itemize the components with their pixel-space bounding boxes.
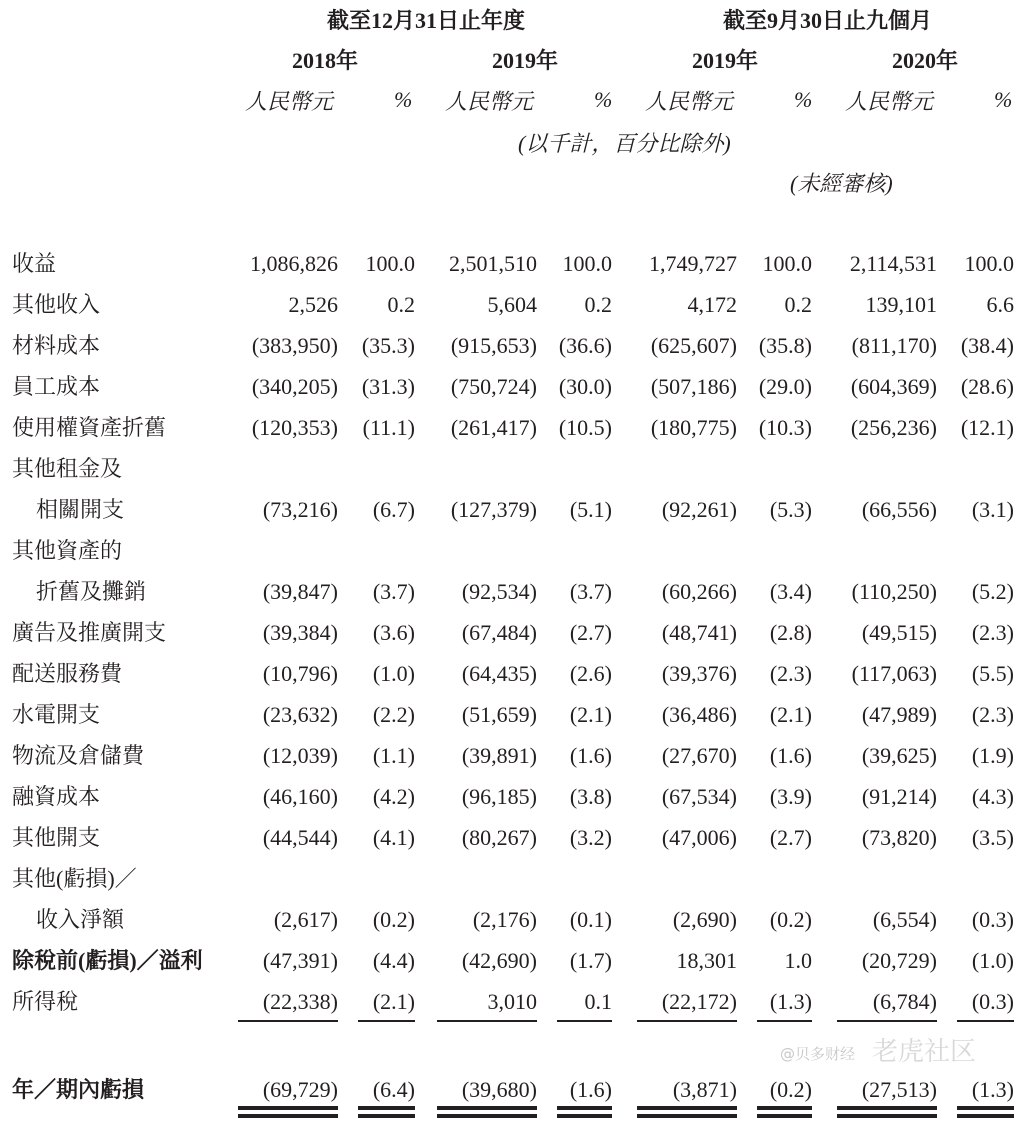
percent-cell: (12.1) <box>960 415 1014 440</box>
amount-cell: (915,653) <box>450 333 537 358</box>
percent-cell: (3.6) <box>372 620 415 645</box>
table-row <box>0 489 1036 530</box>
table-row <box>0 981 1036 1022</box>
percent-cell: (3.2) <box>569 825 612 850</box>
amount-cell: (604,369) <box>850 374 937 399</box>
row-label: 廣告及推廣開支 <box>12 620 167 645</box>
percent-cell: 100.0 <box>964 251 1014 276</box>
percent-cell: (1.3) <box>971 1077 1014 1102</box>
amount-cell: 1,086,826 <box>250 251 338 276</box>
amount-cell: (80,267) <box>461 825 537 850</box>
amount-cell: (39,625) <box>861 743 937 768</box>
table-row <box>0 694 1036 735</box>
total-double-underline <box>238 1106 338 1110</box>
percent-cell: (5.3) <box>769 497 812 522</box>
row-label: 物流及倉儲費 <box>12 743 145 768</box>
percent-cell: (10.5) <box>558 415 612 440</box>
total-double-underline <box>957 1114 1014 1118</box>
amount-cell: (92,261) <box>661 497 737 522</box>
percent-cell: (4.2) <box>372 784 415 809</box>
amount-cell: (39,376) <box>661 661 737 686</box>
group-header-fiscal-year: 截至12月31日止年度 <box>327 8 526 33</box>
table-row <box>0 653 1036 694</box>
row-label: 相關開支 <box>36 497 125 522</box>
table-row <box>0 243 1036 284</box>
row-label: 收益 <box>12 251 57 276</box>
percent-cell: (28.6) <box>960 374 1014 399</box>
percent-cell: (10.3) <box>758 415 812 440</box>
total-double-underline <box>437 1114 537 1118</box>
percent-header: % <box>594 87 613 112</box>
amount-cell: 5,604 <box>487 292 537 317</box>
total-double-underline <box>837 1114 937 1118</box>
subtotal-underline <box>637 1020 737 1022</box>
currency-header: 人民幣元 <box>445 89 534 114</box>
table-row <box>0 366 1036 407</box>
total-double-underline <box>637 1106 737 1110</box>
currency-header: 人民幣元 <box>845 89 934 114</box>
total-double-underline <box>437 1106 537 1110</box>
subtotal-underline <box>957 1020 1014 1022</box>
percent-cell: (4.1) <box>372 825 415 850</box>
amount-cell: (64,435) <box>461 661 537 686</box>
amount-cell: (256,236) <box>850 415 937 440</box>
amount-cell: 2,114,531 <box>849 251 937 276</box>
percent-header: % <box>394 87 413 112</box>
row-label: 配送服務費 <box>12 661 123 686</box>
percent-cell: (1.0) <box>372 661 415 686</box>
amount-cell: (39,891) <box>461 743 537 768</box>
table-row <box>0 448 1036 489</box>
amount-cell: (110,250) <box>851 579 937 604</box>
table-row <box>0 776 1036 817</box>
percent-cell: (2.2) <box>372 702 415 727</box>
percent-cell: (1.6) <box>769 743 812 768</box>
percent-cell: 1.0 <box>784 948 812 973</box>
amount-cell: (44,544) <box>262 825 338 850</box>
percent-cell: (29.0) <box>758 374 812 399</box>
percent-cell: (31.3) <box>361 374 415 399</box>
percent-cell: (2.1) <box>372 989 415 1014</box>
amount-cell: (23,632) <box>262 702 338 727</box>
percent-cell: (2.7) <box>769 825 812 850</box>
group-header-nine-months: 截至9月30日止九個月 <box>723 8 933 33</box>
subtotal-underline <box>238 1020 338 1022</box>
amount-cell: (96,185) <box>461 784 537 809</box>
amount-cell: (20,729) <box>861 948 937 973</box>
row-label: 材料成本 <box>12 333 101 358</box>
amount-cell: (120,353) <box>251 415 338 440</box>
percent-cell: (3.7) <box>569 579 612 604</box>
table-row <box>0 735 1036 776</box>
percent-cell: (5.1) <box>569 497 612 522</box>
row-label: 年／期內虧損 <box>12 1077 145 1102</box>
amount-cell: (42,690) <box>461 948 537 973</box>
amount-cell: (27,513) <box>861 1077 937 1102</box>
row-label: 水電開支 <box>12 702 101 727</box>
percent-cell: (5.2) <box>971 579 1014 604</box>
amount-cell: (48,741) <box>661 620 737 645</box>
amount-cell: (36,486) <box>661 702 737 727</box>
currency-header: 人民幣元 <box>645 89 734 114</box>
amount-cell: 4,172 <box>687 292 737 317</box>
percent-cell: (35.3) <box>361 333 415 358</box>
amount-cell: (27,670) <box>661 743 737 768</box>
amount-cell: (47,391) <box>262 948 338 973</box>
amount-cell: (6,554) <box>872 907 937 932</box>
percent-cell: (2.3) <box>971 620 1014 645</box>
amount-cell: (47,989) <box>861 702 937 727</box>
amount-cell: (383,950) <box>251 333 338 358</box>
total-row <box>0 1069 1036 1110</box>
amount-cell: (22,172) <box>661 989 737 1014</box>
percent-cell: (2.8) <box>769 620 812 645</box>
percent-cell: (1.6) <box>569 1077 612 1102</box>
percent-header: % <box>994 87 1013 112</box>
table-row <box>0 817 1036 858</box>
amount-cell: (69,729) <box>262 1077 338 1102</box>
amount-cell: (340,205) <box>251 374 338 399</box>
watermark-brand: 老虎社区 <box>872 1037 977 1067</box>
percent-cell: (2.3) <box>769 661 812 686</box>
row-label: 其他租金及 <box>12 456 123 481</box>
percent-cell: (36.6) <box>558 333 612 358</box>
total-double-underline <box>637 1114 737 1118</box>
total-double-underline <box>957 1106 1014 1110</box>
total-double-underline <box>557 1106 612 1110</box>
amount-cell: (750,724) <box>450 374 537 399</box>
year-header: 2018年 <box>292 48 359 73</box>
percent-cell: (4.3) <box>971 784 1014 809</box>
row-label: 折舊及攤銷 <box>36 579 147 604</box>
total-double-underline <box>757 1114 812 1118</box>
percent-cell: 0.2 <box>584 292 612 317</box>
total-double-underline <box>238 1114 338 1118</box>
year-header: 2019年 <box>492 48 559 73</box>
percent-cell: 0.2 <box>387 292 415 317</box>
percent-cell: (2.1) <box>569 702 612 727</box>
percent-cell: (3.7) <box>372 579 415 604</box>
table-row <box>0 899 1036 940</box>
percent-cell: (35.8) <box>758 333 812 358</box>
percent-cell: (0.2) <box>769 907 812 932</box>
subtotal-underline <box>757 1020 812 1022</box>
percent-cell: 0.1 <box>584 989 612 1014</box>
amount-cell: (10,796) <box>262 661 338 686</box>
percent-cell: 0.2 <box>784 292 812 317</box>
subtotal-underline <box>837 1020 937 1022</box>
amount-cell: (47,006) <box>661 825 737 850</box>
amount-cell: (92,534) <box>461 579 537 604</box>
amount-cell: (117,063) <box>851 661 937 686</box>
percent-cell: (1.6) <box>569 743 612 768</box>
percent-cell: 100.0 <box>562 251 612 276</box>
amount-cell: (625,607) <box>650 333 737 358</box>
row-label: 員工成本 <box>12 374 101 399</box>
table-row <box>0 940 1036 981</box>
amount-cell: (127,379) <box>450 497 537 522</box>
amount-cell: (2,176) <box>472 907 537 932</box>
percent-cell: (0.3) <box>971 989 1014 1014</box>
percent-cell: (1.0) <box>971 948 1014 973</box>
row-label: 其他開支 <box>12 825 101 850</box>
total-double-underline <box>557 1114 612 1118</box>
row-label: 使用權資產折舊 <box>12 415 167 440</box>
percent-cell: (38.4) <box>960 333 1014 358</box>
amount-cell: (73,216) <box>262 497 338 522</box>
row-label: 融資成本 <box>12 784 101 809</box>
percent-cell: (1.1) <box>372 743 415 768</box>
unit-note: (以千計，百分比除外) <box>518 131 731 156</box>
amount-cell: (67,534) <box>661 784 737 809</box>
total-double-underline <box>837 1106 937 1110</box>
amount-cell: 18,301 <box>676 948 737 973</box>
table-row <box>0 858 1036 899</box>
row-label: 所得稅 <box>12 989 79 1014</box>
amount-cell: (39,384) <box>262 620 338 645</box>
watermark-handle: @贝多财经 <box>780 1045 856 1063</box>
amount-cell: (2,690) <box>672 907 737 932</box>
amount-cell: (180,775) <box>650 415 737 440</box>
table-row <box>0 407 1036 448</box>
percent-cell: (1.9) <box>971 743 1014 768</box>
row-label: 其他資產的 <box>12 538 123 563</box>
percent-cell: (0.2) <box>769 1077 812 1102</box>
amount-cell: (46,160) <box>262 784 338 809</box>
amount-cell: 139,101 <box>865 292 937 317</box>
amount-cell: (12,039) <box>262 743 338 768</box>
percent-cell: (5.5) <box>971 661 1014 686</box>
amount-cell: 2,501,510 <box>449 251 537 276</box>
amount-cell: (67,484) <box>461 620 537 645</box>
amount-cell: (22,338) <box>262 989 338 1014</box>
percent-cell: (3.5) <box>971 825 1014 850</box>
percent-cell: (6.7) <box>372 497 415 522</box>
percent-cell: (2.3) <box>971 702 1014 727</box>
percent-cell: (1.7) <box>569 948 612 973</box>
table-row <box>0 325 1036 366</box>
amount-cell: (73,820) <box>861 825 937 850</box>
percent-cell: (2.6) <box>569 661 612 686</box>
total-double-underline <box>757 1106 812 1110</box>
amount-cell: (60,266) <box>661 579 737 604</box>
percent-cell: 100.0 <box>365 251 415 276</box>
amount-cell: 3,010 <box>487 989 537 1014</box>
table-row <box>0 284 1036 325</box>
amount-cell: (49,515) <box>861 620 937 645</box>
table-row <box>0 530 1036 571</box>
percent-cell: (3.9) <box>769 784 812 809</box>
amount-cell: (261,417) <box>450 415 537 440</box>
percent-cell: (2.7) <box>569 620 612 645</box>
unaudited-note: (未經審核) <box>790 171 893 196</box>
row-label: 其他收入 <box>12 292 101 317</box>
table-row <box>0 612 1036 653</box>
percent-cell: (0.2) <box>372 907 415 932</box>
amount-cell: (39,847) <box>262 579 338 604</box>
amount-cell: (6,784) <box>872 989 937 1014</box>
amount-cell: (91,214) <box>861 784 937 809</box>
currency-header: 人民幣元 <box>245 89 334 114</box>
percent-cell: (3.4) <box>769 579 812 604</box>
subtotal-underline <box>437 1020 537 1022</box>
table-row <box>0 571 1036 612</box>
percent-header: % <box>794 87 813 112</box>
percent-cell: (6.4) <box>372 1077 415 1102</box>
subtotal-underline <box>358 1020 415 1022</box>
percent-cell: 6.6 <box>986 292 1014 317</box>
year-header: 2020年 <box>892 48 959 73</box>
percent-cell: 100.0 <box>762 251 812 276</box>
percent-cell: (3.8) <box>569 784 612 809</box>
percent-cell: (2.1) <box>769 702 812 727</box>
percent-cell: (3.1) <box>971 497 1014 522</box>
percent-cell: (0.1) <box>569 907 612 932</box>
amount-cell: (51,659) <box>461 702 537 727</box>
row-label: 收入淨額 <box>36 907 125 932</box>
total-double-underline <box>358 1114 415 1118</box>
year-header: 2019年 <box>692 48 759 73</box>
percent-cell: (30.0) <box>558 374 612 399</box>
subtotal-underline <box>557 1020 612 1022</box>
total-double-underline <box>358 1106 415 1110</box>
percent-cell: (4.4) <box>372 948 415 973</box>
percent-cell: (11.1) <box>362 415 415 440</box>
percent-cell: (0.3) <box>971 907 1014 932</box>
percent-cell: (1.3) <box>769 989 812 1014</box>
amount-cell: (507,186) <box>650 374 737 399</box>
amount-cell: 1,749,727 <box>649 251 737 276</box>
amount-cell: 2,526 <box>288 292 338 317</box>
row-label: 其他(虧損)／ <box>12 866 137 891</box>
amount-cell: (39,680) <box>461 1077 537 1102</box>
amount-cell: (3,871) <box>672 1077 737 1102</box>
amount-cell: (66,556) <box>861 497 937 522</box>
amount-cell: (2,617) <box>273 907 338 932</box>
row-label: 除稅前(虧損)／溢利 <box>12 948 203 973</box>
amount-cell: (811,170) <box>851 333 937 358</box>
